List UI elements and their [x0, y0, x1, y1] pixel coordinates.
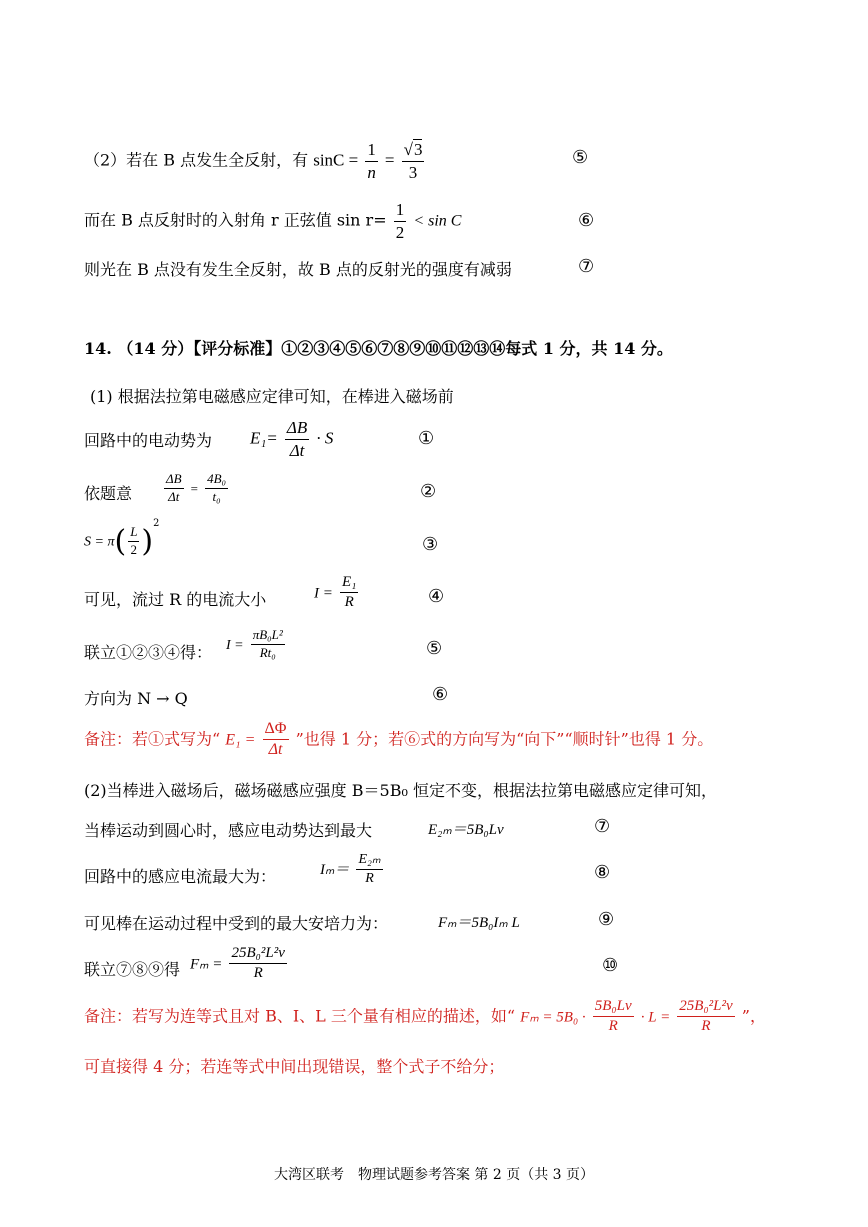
- score-mark: ⑦: [594, 816, 611, 837]
- score-mark: ⑧: [594, 862, 611, 883]
- score-mark: ⑨: [598, 909, 615, 930]
- fraction: [394, 200, 407, 242]
- question-header: 14. （14 分）【评分标准】①②③④⑤⑥⑦⑧⑨⑩⑪⑫⑬⑭每式 1 分，共 14 分。: [84, 339, 673, 358]
- score-mark: ⑩: [602, 955, 619, 976]
- note-text: ”，: [741, 1006, 766, 1026]
- math: E₁=: [250, 428, 278, 448]
- eq2-label: 依题意: [84, 484, 133, 503]
- text: < sin C: [413, 212, 462, 230]
- math: E₁ =: [225, 731, 256, 749]
- score-mark: ⑦: [578, 256, 595, 277]
- numerator: 1: [394, 200, 407, 222]
- eq10: [190, 945, 289, 983]
- left-paren: (: [114, 524, 127, 559]
- fraction: [128, 525, 139, 558]
- score-mark: ①: [418, 428, 435, 449]
- math: Iₘ＝: [320, 862, 350, 879]
- equals: =: [190, 480, 199, 496]
- denominator: 2: [395, 222, 405, 242]
- numerator: πB₀L²: [251, 628, 285, 645]
- note-3: 可直接得 4 分；若连等式中间出现错误，整个式子不给分；: [84, 1057, 505, 1076]
- part1-intro: (1) 根据法拉第电磁感应定律可知，在棒进入磁场前: [90, 387, 454, 406]
- light-line-1: [84, 140, 426, 182]
- note-2: [84, 998, 766, 1036]
- denominator: t₀: [212, 488, 221, 504]
- math: I =: [314, 585, 333, 602]
- exponent: 2: [153, 517, 160, 529]
- math: I =: [226, 637, 244, 653]
- eq1-label: 回路中的电动势为: [84, 431, 213, 450]
- numerator: 1: [365, 140, 378, 162]
- numerator: ΔΦ: [263, 720, 289, 740]
- fraction: [340, 574, 358, 612]
- numerator: E₂ₘ: [356, 852, 382, 870]
- denominator: Δt: [289, 440, 305, 460]
- fraction: [356, 852, 382, 887]
- eq8-label: 回路中的感应电流最大为：: [84, 867, 277, 886]
- note-text: 备注：若①式写为“: [84, 729, 221, 749]
- math: sinC =: [313, 150, 359, 170]
- fraction: [164, 472, 184, 505]
- eq8: [320, 852, 385, 887]
- math: · L =: [640, 1009, 671, 1026]
- eq4-label: 可见，流过 R 的电流大小: [84, 590, 267, 609]
- fraction: [229, 945, 286, 983]
- eq9: Fₘ＝5B₀Iₘ L: [438, 915, 520, 931]
- sqrt-radicand: 3: [413, 140, 423, 159]
- note-text: ”也得 1 分；若⑥式的方向写为“向下”“顺时针”也得 1 分。: [295, 729, 714, 749]
- eq2: [162, 472, 230, 505]
- denominator: R: [365, 871, 374, 887]
- eq7-label: 当棒运动到圆心时，感应电动势达到最大: [84, 821, 373, 840]
- score-mark: ⑤: [572, 147, 589, 168]
- light-line-3: 则光在 B 点没有发生全反射，故 B 点的反射光的强度有减弱: [84, 260, 512, 279]
- eq1: [250, 418, 333, 460]
- eq5: [226, 628, 287, 661]
- numerator: ΔB: [285, 418, 309, 440]
- math: · S: [316, 428, 334, 448]
- score-mark: ⑥: [432, 684, 449, 705]
- denominator: Rt₀: [259, 644, 276, 660]
- denominator: 2: [130, 542, 138, 557]
- numerator: 5B₀Lv: [593, 998, 634, 1017]
- numerator: E₁: [340, 574, 358, 593]
- fraction: [263, 720, 289, 760]
- part2-intro: (2)当棒进入磁场后，磁场磁感应强度 B＝5B₀ 恒定不变，根据法拉第电磁感应定律可知，: [84, 781, 717, 800]
- score-mark: ③: [422, 534, 439, 555]
- numerator: 4B₀: [205, 472, 228, 489]
- equals: =: [384, 150, 395, 170]
- denominator: 3: [408, 162, 418, 182]
- eq6-label: 方向为 N → Q: [84, 689, 188, 708]
- score-mark: ⑥: [578, 210, 595, 231]
- text: （2）若在 B 点发生全反射，有: [84, 150, 309, 170]
- math: Fₘ = 5B₀ ·: [520, 1009, 586, 1026]
- eq5-label: 联立①②③④得：: [84, 643, 213, 662]
- numerator: ΔB: [164, 472, 184, 489]
- text: 而在 B 点反射时的入射角 r 正弦值 sin r=: [84, 210, 387, 230]
- fraction: [593, 998, 634, 1036]
- fraction: [285, 418, 309, 460]
- fraction: [677, 998, 734, 1036]
- denominator: R: [701, 1018, 711, 1035]
- eq9-label: 可见棒在运动过程中受到的最大安培力为：: [84, 914, 389, 933]
- eq10-label: 联立⑦⑧⑨得: [84, 960, 181, 979]
- numerator: L: [128, 525, 139, 542]
- fraction: [402, 140, 425, 182]
- fraction: [251, 628, 285, 661]
- denominator: R: [253, 965, 263, 982]
- eq3: [84, 517, 160, 559]
- denominator: Δt: [268, 741, 283, 759]
- note-1: [84, 720, 713, 760]
- fraction: [365, 140, 378, 182]
- math: S = π: [84, 534, 115, 550]
- numerator: 25B₀²L²v: [677, 998, 734, 1017]
- eq4: [314, 574, 360, 612]
- numerator: √3: [402, 140, 425, 162]
- page-footer: 大湾区联考 物理试题参考答案 第 2 页（共 3 页）: [273, 1167, 595, 1183]
- math: Fₘ =: [190, 956, 223, 973]
- numerator: 25B₀²L²v: [229, 945, 286, 964]
- score-mark: ⑤: [426, 638, 443, 659]
- note-text: 备注：若写为连等式且对 B、I、L 三个量有相应的描述，如“: [84, 1006, 516, 1026]
- score-mark: ④: [428, 586, 445, 607]
- score-mark: ②: [420, 481, 437, 502]
- denominator: R: [608, 1018, 618, 1035]
- fraction: [205, 472, 228, 505]
- light-line-2: [84, 200, 461, 242]
- eq7: E₂ₘ＝5B₀Lv: [428, 822, 504, 838]
- denominator: Δt: [168, 488, 180, 504]
- right-paren: ): [141, 524, 154, 559]
- denominator: n: [367, 162, 376, 182]
- denominator: R: [344, 594, 354, 611]
